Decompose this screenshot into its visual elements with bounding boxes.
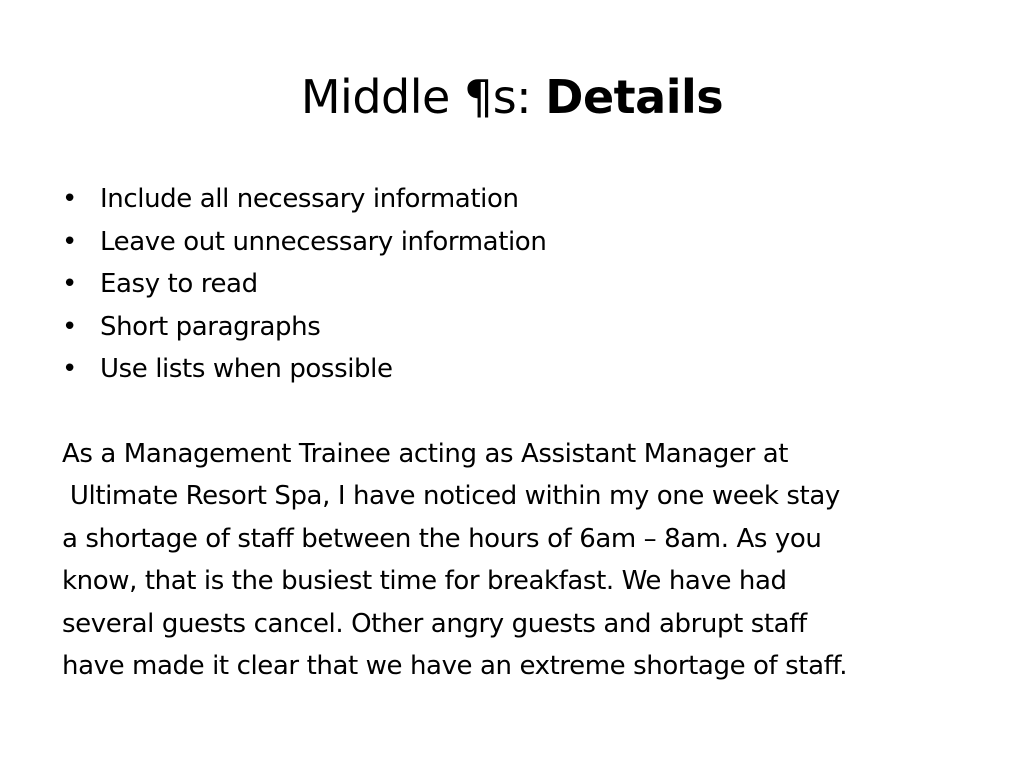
bullet-list [62, 178, 546, 391]
bullet-dot: • [62, 354, 77, 385]
title-prefix: Middle ¶s: [300, 70, 546, 124]
slide-title [0, 62, 1024, 132]
bullet-text: Short paragraphs [100, 311, 321, 342]
bullet-dot: • [62, 269, 77, 300]
bullet-text: Use lists when possible [100, 354, 393, 385]
paragraph-line: As a Management Trainee acting as Assistant Manager at [62, 439, 789, 469]
bullet-text: Easy to read [100, 269, 258, 300]
paragraph-line: know, that is the busiest time for breakfast. We have had [62, 566, 787, 597]
bullet-dot: • [62, 226, 77, 257]
paragraph-line: several guests cancel. Other angry guests and abrupt staff [62, 608, 807, 639]
bullet-item [62, 221, 546, 264]
bullet-text: Include all necessary information [100, 184, 519, 214]
paragraph-line: have made it clear that we have an extreme shortage of staff. [62, 651, 848, 682]
bullet-dot: • [62, 311, 77, 342]
title-bold-word: Details [545, 70, 724, 124]
bullet-item [62, 178, 546, 221]
bullet-item [62, 263, 546, 306]
bullet-text: Leave out unnecessary information [100, 226, 547, 257]
paragraph-line: a shortage of staff between the hours of 6am – 8am. As you [62, 523, 822, 554]
example-paragraph [62, 433, 847, 687]
paragraph-line: Ultimate Resort Spa, I have noticed within my one week stay [62, 481, 840, 512]
bullet-item [62, 306, 546, 349]
bullet-dot: • [62, 184, 77, 214]
bullet-item [62, 348, 546, 391]
